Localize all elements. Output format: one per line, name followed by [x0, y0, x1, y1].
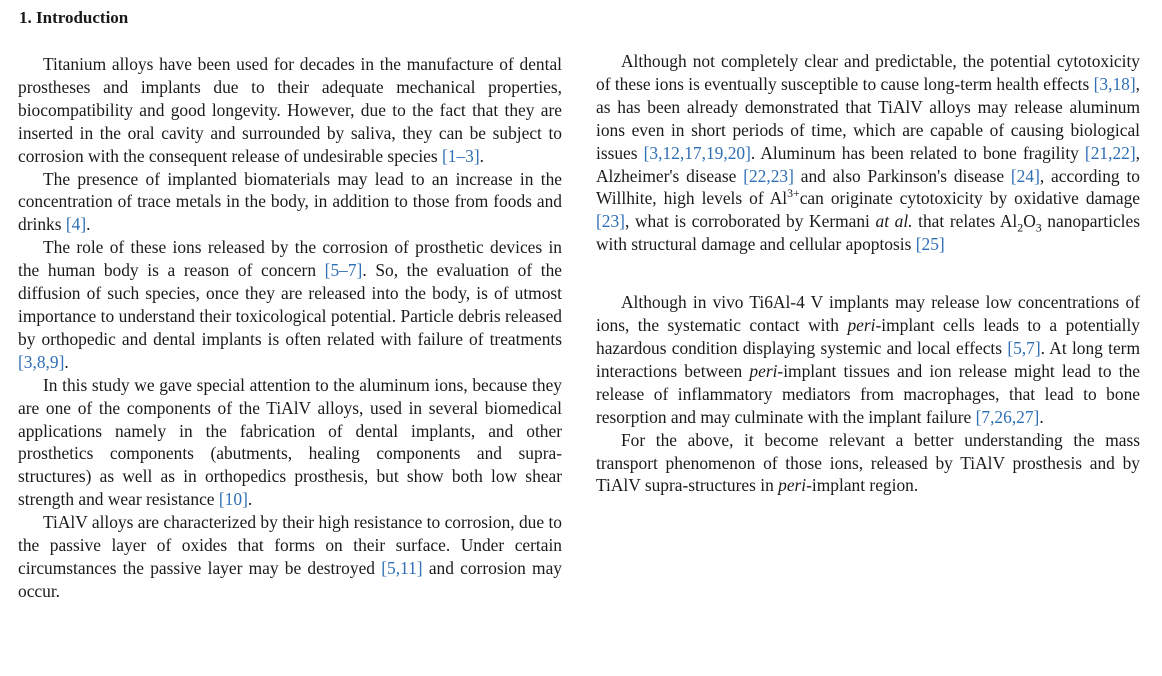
section-heading: 1. Introduction — [19, 8, 129, 27]
text-run: In this study we gave special attention to the aluminum ions, because they are one of the components of the TiAlV alloys, used in several biomedical applications namely in the fabrication of dental implants, and other prosthetics components (abutments, healing components and supra-structures) as well as in orthopedics prosthesis, but show both low shear strength and wear resistance — [18, 374, 562, 510]
text-run: . At long term interactions between — [596, 337, 1141, 381]
italic-text: peri — [749, 360, 778, 381]
paragraph — [18, 236, 562, 373]
text-run: . So, the evaluation of the diffusion of such species, once they are released into the body, is of utmost importance to understand their toxicological potential. Particle debris released by orthopedic and dental implants is often related with failure of treatments — [18, 260, 562, 349]
text-run: For the above, it become relevant a better understanding the mass transport phenomenon of those ions, released by TiAlV prosthesis and by TiAlV supra-structures in — [596, 429, 1140, 496]
italic-text: at al. — [875, 211, 913, 232]
text-run: O — [1023, 211, 1036, 232]
text-run: Titanium alloys have been used for decades in the manufacture of dental prostheses and implants due to their adequate mechanical properties, biocompatibility and good longevity. However, due to the fact that they are inserted in the oral cavity and surrounded by saliva, they can be subject to corrosion with the consequent release of undesirable species — [18, 54, 562, 166]
paragraph — [596, 50, 1140, 256]
text-run: . — [64, 351, 69, 372]
citation-link[interactable]: [5,11] — [381, 557, 423, 578]
citation-link[interactable]: [10] — [218, 489, 248, 510]
text-run: , what is corroborated by Kermani — [624, 211, 876, 232]
text-run: -implant tissues and ion release might lead to the release of inflammatory mediators from macrophages, that lead to bone resorption and may culminate with the implant failure — [596, 360, 1140, 427]
text-run: can originate cytotoxicity by oxidative damage — [799, 188, 1140, 209]
citation-link[interactable]: [3,12,17,19,20] — [643, 142, 751, 163]
text-run: that relates Al — [912, 211, 1018, 232]
text-run: nanoparticles with structural damage and cellular apoptosis — [596, 211, 1140, 255]
italic-text: peri — [847, 315, 876, 336]
paragraph — [18, 168, 562, 237]
subscript: 2 — [1017, 220, 1024, 235]
citation-link[interactable]: [25] — [915, 234, 945, 255]
paragraph — [18, 511, 562, 603]
citation-link[interactable]: [3,18] — [1093, 73, 1136, 94]
citation-link[interactable]: [21,22] — [1084, 142, 1136, 163]
text-run: . Aluminum has been related to bone fragility — [750, 142, 1085, 163]
paragraph — [596, 429, 1140, 498]
paragraph — [18, 53, 562, 168]
text-run: . — [247, 489, 253, 510]
text-run: , Alzheimer's disease — [596, 142, 1140, 186]
text-run: . — [1039, 406, 1044, 427]
citation-link[interactable]: [1–3] — [442, 145, 480, 166]
citation-link[interactable]: [22,23] — [743, 165, 794, 186]
text-run: and corrosion may occur. — [18, 557, 562, 601]
citation-link[interactable]: [23] — [596, 211, 625, 232]
citation-link[interactable]: [5,7] — [1007, 337, 1041, 358]
italic-text: peri — [778, 475, 807, 496]
paragraph — [18, 374, 562, 511]
right-column — [596, 50, 1140, 497]
superscript: 3+ — [787, 186, 800, 201]
text-run: The role of these ions released by the corrosion of prosthetic devices in the human body is a reason of concern — [18, 237, 562, 281]
subscript: 3 — [1035, 220, 1042, 235]
citation-link[interactable]: [4] — [65, 214, 87, 235]
citation-link[interactable]: [3,8,9] — [18, 351, 65, 372]
text-run: and also Parkinson's disease — [793, 165, 1011, 186]
citation-link[interactable]: [5–7] — [324, 260, 363, 281]
text-run: The presence of implanted biomaterials may lead to an increase in the concentration of trace metals in the body, in addition to those from foods and drinks — [18, 168, 562, 235]
text-run: -implant region. — [806, 475, 919, 496]
text-run: TiAlV alloys are characterized by their high resistance to corrosion, due to the passive layer of oxides that forms on their surface. Under certain circumstances the passive layer may be destroyed — [18, 512, 562, 578]
text-run: , according to Willhite, high levels of Al — [596, 165, 1140, 209]
citation-link[interactable]: [24] — [1010, 165, 1040, 186]
left-column — [18, 53, 562, 603]
text-run: . — [86, 214, 91, 235]
paragraph — [596, 291, 1140, 428]
text-run: -implant cells leads to a potentially hazardous condition displaying systemic and local effects — [596, 315, 1141, 358]
text-run: Although not completely clear and predictable, the potential cytotoxicity of these ions is eventually susceptible to cause long-term health effects — [596, 51, 1140, 94]
citation-link[interactable]: [7,26,27] — [975, 406, 1040, 427]
text-run: . — [479, 145, 485, 166]
text-run: Although in vivo Ti6Al-4 V implants may release low concentrations of ions, the systematic contact with — [596, 292, 1140, 336]
text-run: , as has been already demonstrated that TiAlV alloys may release aluminum ions even in short periods of time, which are capable of causing biological issues — [596, 73, 1140, 163]
